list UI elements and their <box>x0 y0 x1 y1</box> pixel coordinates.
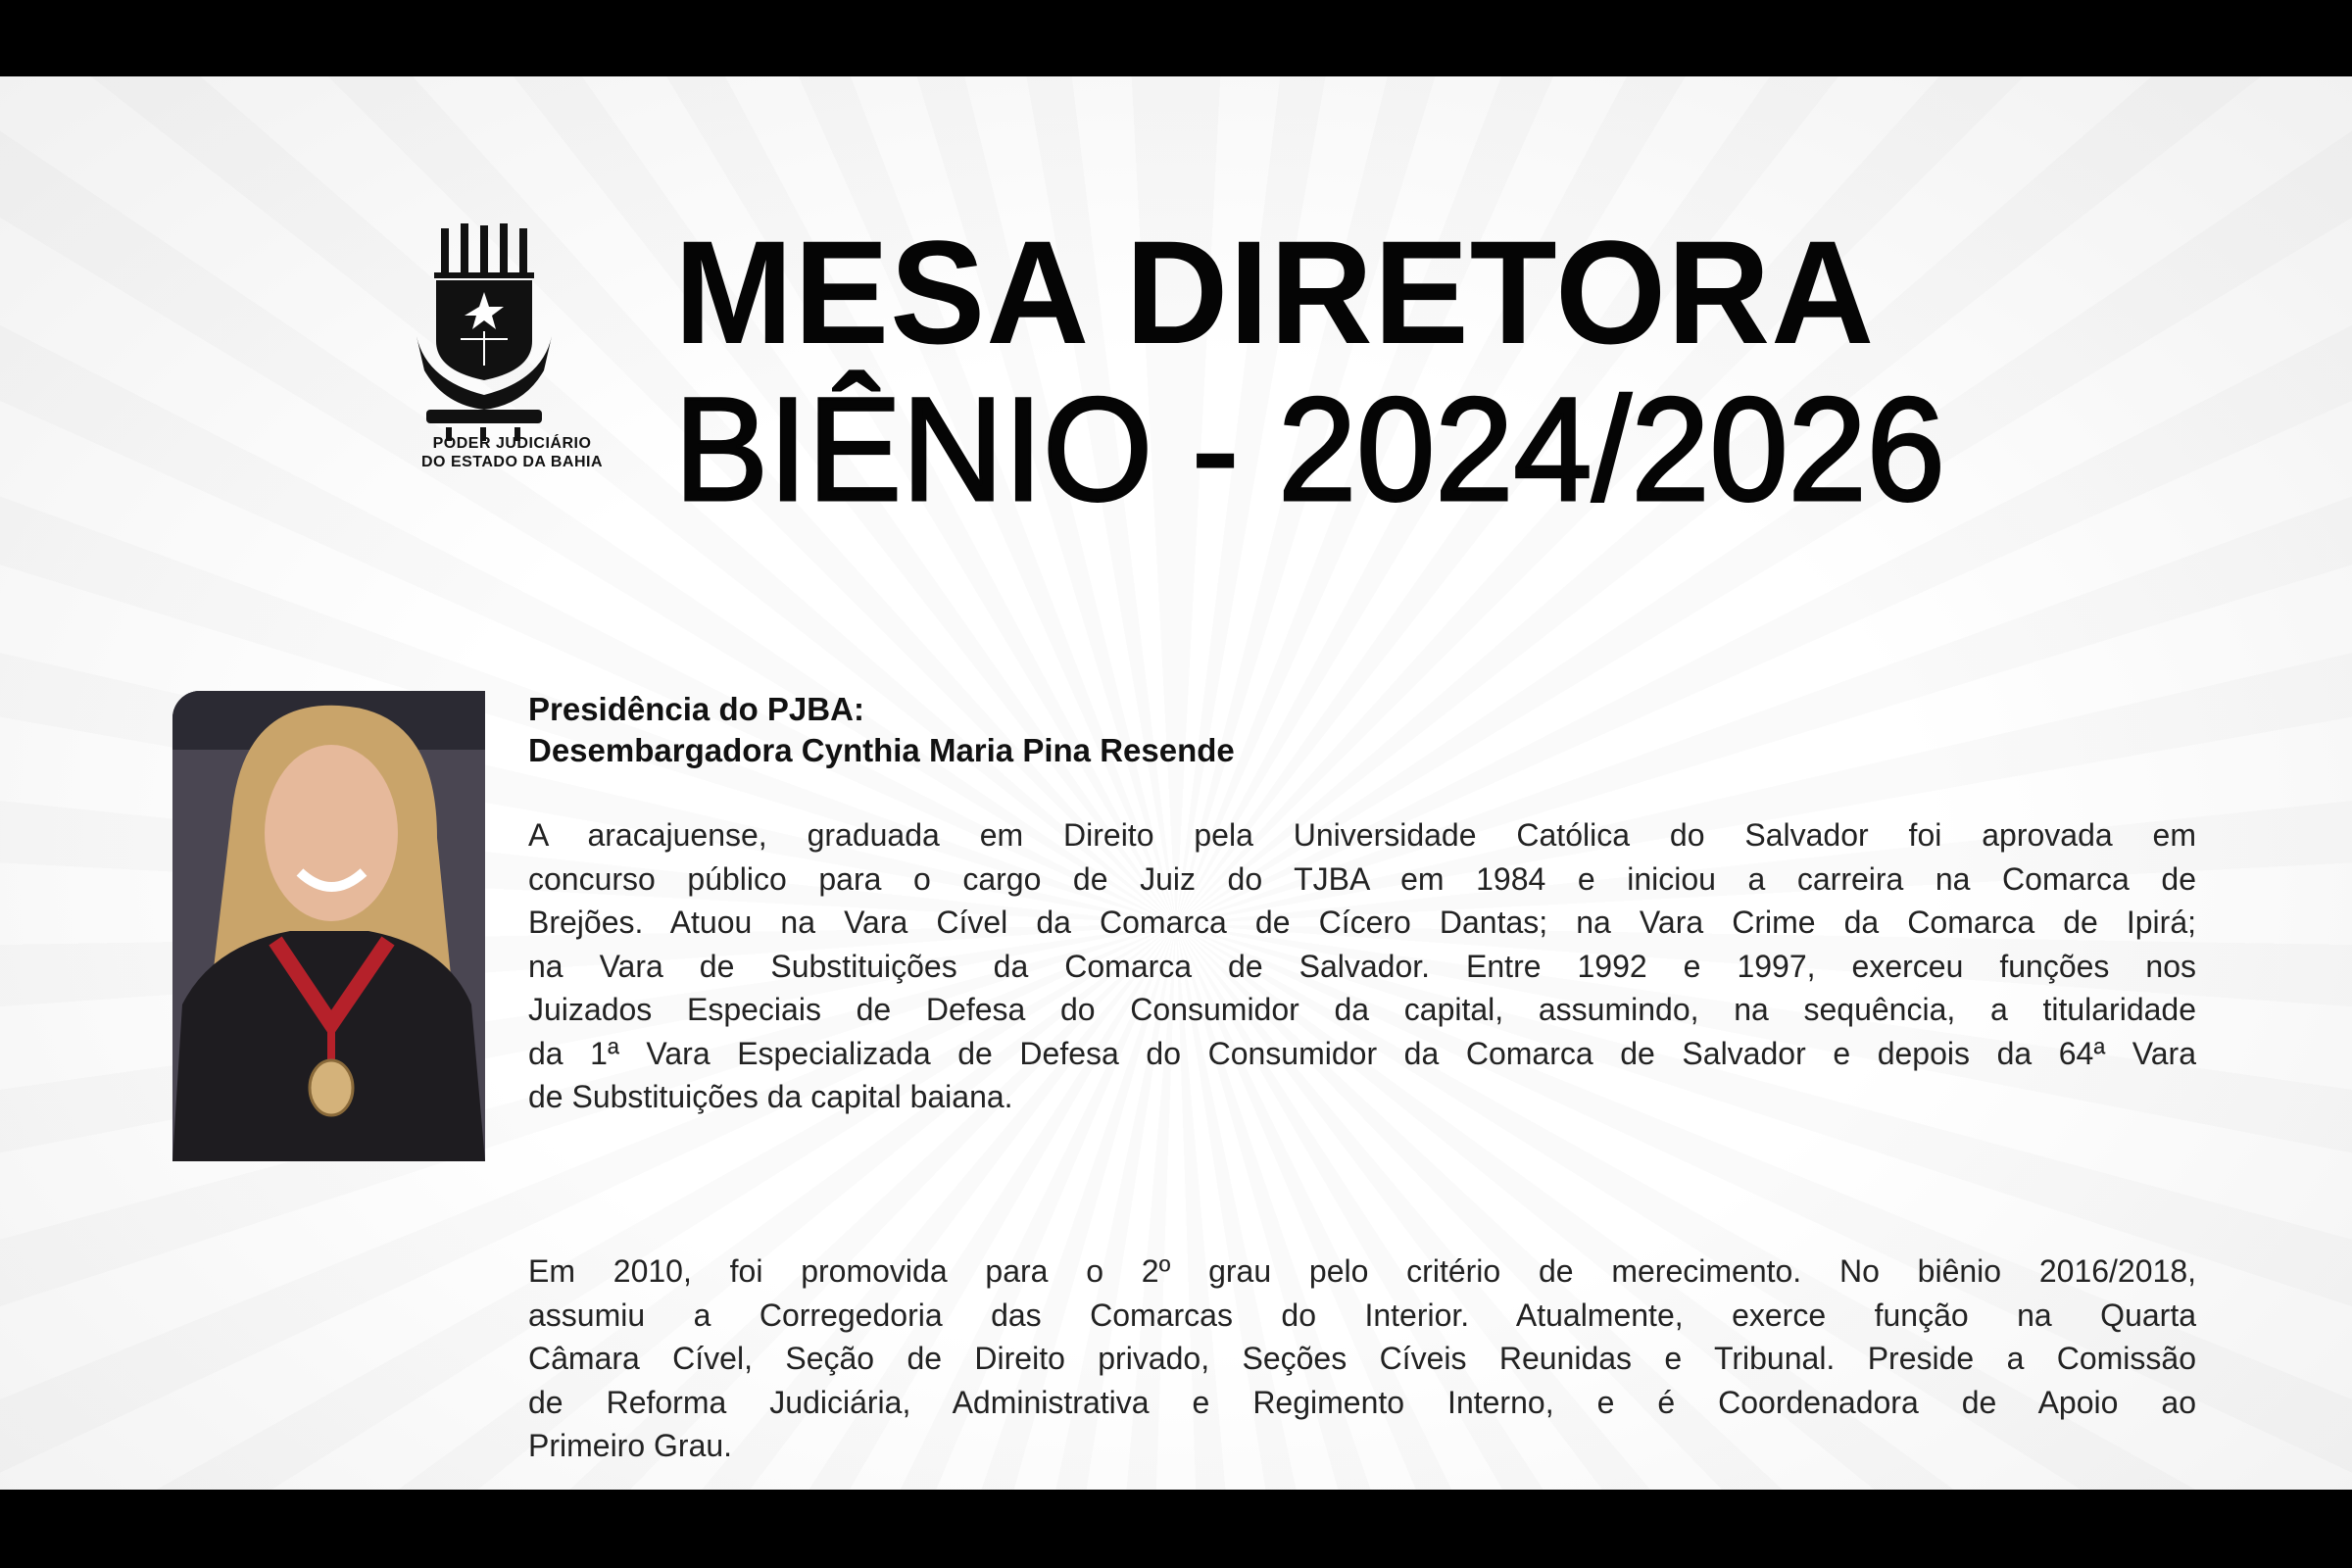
profile-heading <box>528 689 1235 771</box>
biography-paragraph-2 <box>528 1250 2196 1468</box>
text-line: Primeiro Grau. <box>528 1428 733 1463</box>
text-line: concurso público para o cargo de Juiz do TJBA em 1984 e iniciou a carreira na Comarca de <box>528 860 2196 897</box>
text-line: na Vara de Substituições da Comarca de Salvador. Entre 1992 e 1997, exerceu funções nos <box>528 948 2196 984</box>
text-line: assumiu a Corregedoria das Comarcas do Interior. Atualmente, exerce função na Quarta <box>528 1297 2196 1333</box>
text-line: Em 2010, foi promovida para o 2º grau pelo critério de merecimento. No biênio 2016/2018, <box>528 1253 2196 1289</box>
logo-caption <box>397 434 627 471</box>
text-line: Brejões. Atuou na Vara Cível da Comarca de Cícero Dantas; na Vara Crime da Comarca de Ipirá; <box>528 905 2196 940</box>
title-line1: MESA DIRETORA <box>674 210 1876 374</box>
biography-paragraph-1 <box>528 813 2196 1119</box>
profile-name: Desembargadora Cynthia Maria Pina Resende <box>528 732 1235 768</box>
slide <box>0 76 2352 1490</box>
text-line: da 1ª Vara Especializada de Defesa do Consumidor da Comarca de Salvador e depois da 64ª Vara <box>528 1035 2196 1071</box>
text-line: de Reforma Judiciária, Administrativa e Regimento Interno, e é Coordenadora de Apoio ao <box>528 1384 2196 1420</box>
text-line: de Substituições da capital baiana. <box>528 1079 1013 1114</box>
logo-caption-line1: PODER JUDICIÁRIO <box>432 435 592 452</box>
title-line2: BIÊNIO - 2024/2026 <box>674 367 1945 531</box>
page-title <box>674 210 1998 531</box>
profile-role: Presidência do PJBA: <box>528 691 864 727</box>
portrait-photo <box>172 691 485 1161</box>
text-line: Câmara Cível, Seção de Direito privado, Seções Cíveis Reunidas e Tribunal. Preside a Comissão <box>528 1341 2196 1376</box>
text-line: Juizados Especiais de Defesa do Consumidor da capital, assumindo, na sequência, a titularidade <box>528 992 2196 1027</box>
logo-caption-line2: DO ESTADO DA BAHIA <box>421 454 603 470</box>
portrait-illustration <box>172 691 485 1161</box>
text-line: A aracajuense, graduada em Direito pela Universidade Católica do Salvador foi aprovada em <box>528 817 2196 853</box>
